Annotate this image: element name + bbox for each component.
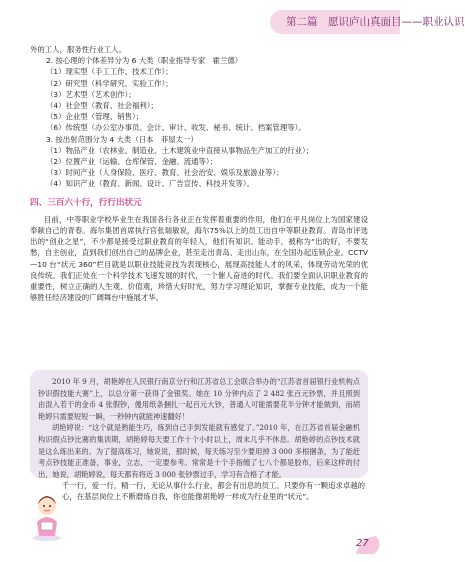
- classification-2-heading: 2. 按心理的个体差异分为 6 大类（职业指导专家 霍兰德）: [46, 56, 243, 66]
- list1-item: （6）传统型（办公室办事员、会计、审计、收发、秘书、统计、档案管理等）。: [46, 123, 306, 133]
- section-title: 四、三百六十行，行行出状元: [30, 197, 142, 208]
- list2-item: （1）物品产业（农林业、制造业、土木建筑业中直接从事物品生产加工的行业）；: [46, 145, 314, 155]
- page-header: [270, 10, 465, 34]
- list1-item: （3）艺术型（艺术创作）；: [46, 89, 136, 99]
- page-number: 27: [356, 538, 369, 549]
- list1-item: （1）现实型（手工工作、技术工作）；: [46, 67, 173, 77]
- intro-line: 外的工人，服务性行业工人。: [30, 45, 127, 54]
- story-text: [38, 376, 360, 480]
- list1-item: （2）研究型（科学研究、实验工作）；: [46, 78, 173, 88]
- closing-text: 千一行，爱一行，精一行，无论从事什么行业，都会有出息的员工。只要你有一颗追求卓越的心，在基层岗位上不断磨炼自我，你也能像胡艳婷一样成为行业里的“状元”。: [62, 481, 366, 502]
- list1-item: （4）社会型（教育、社会福利）；: [46, 101, 158, 111]
- body-paragraph: 目前，中等职业学校毕业生在我国各行各业正在发挥着重要的作用，他们在平凡岗位上为国家建设奉献自己的青春。海尔集团首席执行官张瑞敏说，海尔75%以上的员工出自中等职业教育。青岛市评选出的“创业之星”，不少都是接受过职业教育的年轻人，他们有知识、能动手，被称为“出的好，不要发愁，自主创业，直到我们创出自己的品牌企业，甚至走出青岛、走出山东，在全国办起连锁企业。CCTV—10 台“状元 360”栏目就是以职业技能竞技为表现核心，展现高技能人才的风采，体现劳动光荣的优良传统。我们正处在一个科学技术飞速发展的时代，一个催人奋进的时代。我们要全面认识职业教育的重要性，树立正确的人生观、价值观，珍惜大好时光，努力学习理论知识，掌握专业技能，成为一个能够胜任经济建设的广阔舞台中施展才华。: [30, 214, 368, 303]
- list2-item: （4）知识产业（教育、新闻、设计、广告宣传、科技开发等）。: [46, 179, 254, 189]
- list1-item: （5）企业型（管理、销售）；: [46, 112, 144, 122]
- reading-girl-illustration: [30, 486, 64, 542]
- header-title: 第二篇 愿识庐山真面目——职业认识: [286, 16, 465, 28]
- story-paragraph: 胡艳婷说：“这个就是熟能生巧，练到自己手到发能就有感觉了。”2010 年，在江苏省首届金融机构识假点钞比赛的集训期，胡艳婷每天要工作十个小时以上，周末几乎不休息。胡艳婷的点钞技术就是这么练出来的。为了提高练习，她说说，那时候，每天练习至少要用掉 3 000 多根捆条，为了能赶考点钞技能正准备，事业，立志，一定要参考。常常是十个手指缠了七八个都是胶布，后来这样的付出，她说，胡艳婷说，每天都有将近 3 000 张钞票过手，学习有合格了才能。: [38, 423, 360, 479]
- list2-item: （3）时间产业（人身保险、医疗、教育、社会治安、娱乐及旅游业等）；: [46, 168, 284, 178]
- story-paragraph: 2010 年 9 月，胡艳婷在人民银行南京分行和江苏省总工会联合举办的“江苏省首届银行业机构点钞识假技能大赛”上，以总分第一获得了金银奖。她在 10 分钟内点了 2 482 张百元钞票，并且照到由混入若干的金币 4 张假钞，傻用纸条捆扎一起百元大钞，普通人可能需要花半分钟才能做到，而胡艳婷只需要短短一瞬，一秒钟内就能神速翻好！: [38, 377, 360, 421]
- list2-item: （2）位置产业（运输、仓库保管、金融、流通等）；: [46, 157, 217, 167]
- classification-3-heading: 3. 按出射范围分为 4 大类（日本 菲屋太一）: [46, 134, 198, 144]
- main-content: [30, 44, 368, 303]
